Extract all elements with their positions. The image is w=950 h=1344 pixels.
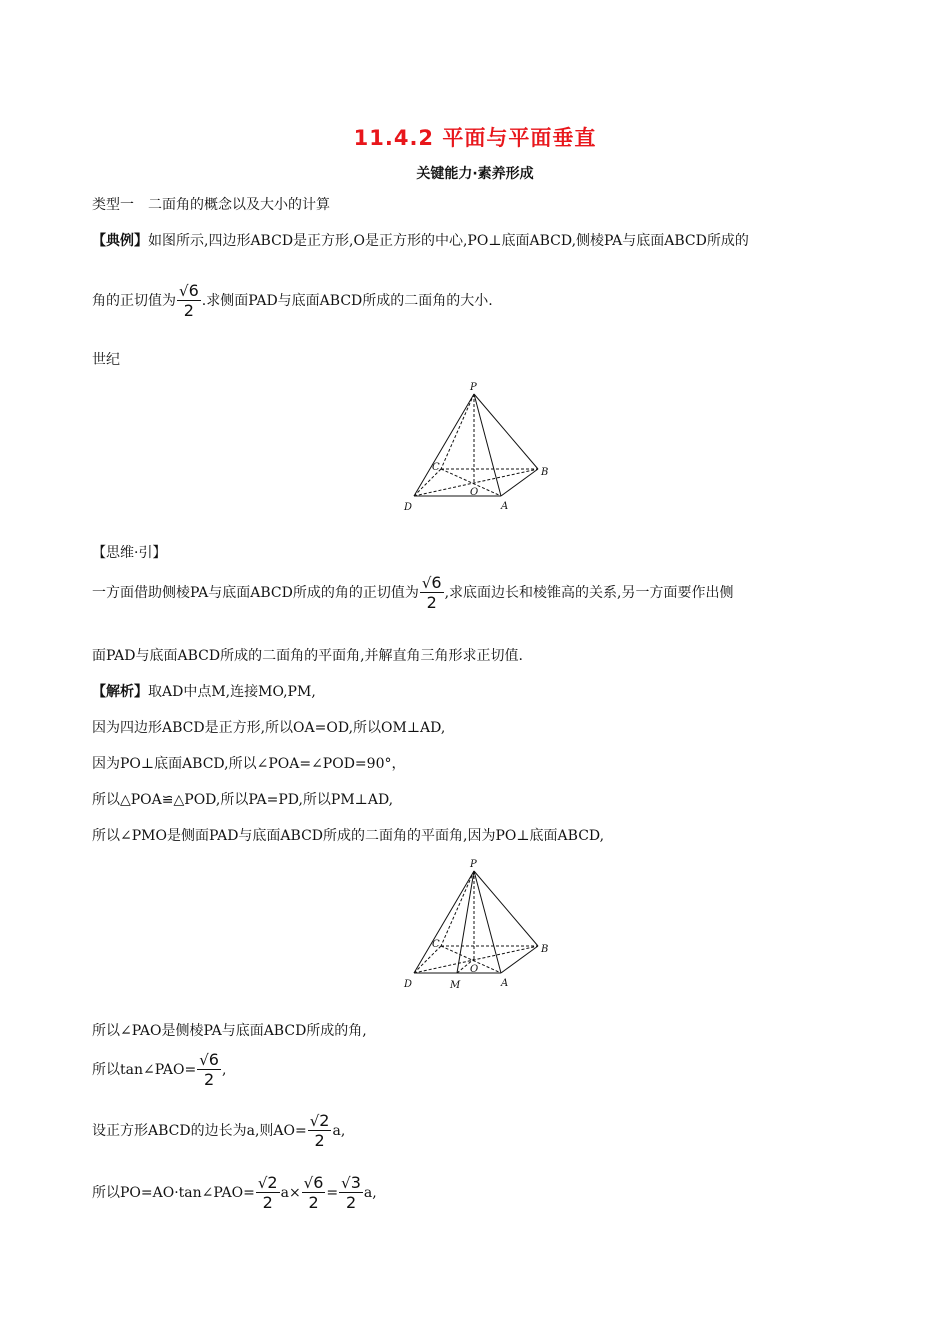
sqrt-icon: √ bbox=[257, 1174, 268, 1192]
solution-line-1: 【解析】取AD中点M,连接MO,PM, bbox=[92, 684, 316, 700]
sqrt-icon: √ bbox=[421, 574, 432, 592]
thinking-text-2: 面PAD与底面ABCD所成的二面角的平面角,并解直角三角形求正切值. bbox=[92, 648, 523, 664]
pyramid-figure-2 bbox=[396, 855, 556, 995]
solution-line-7: 所以tan∠PAO= $\frac{√6}{2}$ , bbox=[92, 1050, 227, 1089]
label-M: M bbox=[450, 980, 461, 991]
pyramid-figure-1 bbox=[396, 378, 556, 518]
label-A: A bbox=[501, 501, 509, 512]
label-D: D bbox=[404, 979, 413, 990]
thinking-text-1-pre: 一方面借助侧棱PA与底面ABCD所成的角的正切值为 bbox=[92, 585, 419, 601]
label-C: C bbox=[432, 939, 440, 950]
label-P: P bbox=[470, 859, 477, 870]
example-line-1 bbox=[92, 231, 749, 251]
edge-PD bbox=[414, 394, 474, 496]
example-text-2-post: .求侧面PAD与底面ABCD所成的二面角的大小. bbox=[201, 293, 493, 309]
sqrt-icon: √ bbox=[199, 1051, 209, 1069]
type-heading: 类型一 二面角的概念以及大小的计算 bbox=[92, 197, 330, 213]
solution-line-8: 设正方形ABCD的边长为a,则AO= $\frac{√2}{2}$ a, bbox=[92, 1111, 346, 1150]
sqrt-icon: √ bbox=[303, 1174, 314, 1192]
sqrt-icon: √ bbox=[179, 282, 189, 300]
solution-line-3: 因为PO⊥底面ABCD,所以∠POA=∠POD=90°， bbox=[92, 756, 406, 772]
fraction-sqrt2-over-2: $\frac{√2}{2}$ bbox=[257, 1173, 278, 1212]
fraction-sqrt3-over-2: $\frac{√3}{2}$ bbox=[341, 1173, 361, 1212]
sqrt-icon: √ bbox=[341, 1174, 351, 1192]
example-text-2-pre: 角的正切值为 bbox=[92, 293, 176, 309]
fraction-sqrt6-over-2: $\frac{√6}{2}$ bbox=[179, 281, 199, 320]
label-D: D bbox=[404, 502, 413, 513]
example-tag: 【典例】 bbox=[92, 233, 148, 249]
label-B: B bbox=[541, 467, 549, 478]
label-O: O bbox=[470, 964, 479, 975]
label-B: B bbox=[541, 944, 549, 955]
edge-PC bbox=[441, 394, 474, 469]
solution-line-5: 所以∠PMO是侧面PAD与底面ABCD所成的二面角的平面角,因为PO⊥底面ABCD, bbox=[92, 828, 605, 844]
example-extra: 世纪 bbox=[92, 352, 120, 368]
thinking-line-1 bbox=[92, 575, 734, 611]
label-P: P bbox=[470, 382, 477, 393]
thinking-tag: 【思维·引】 bbox=[92, 545, 167, 561]
solution-line-4: 所以△POA≌△POD,所以PA=PD,所以PM⊥AD, bbox=[92, 792, 394, 808]
solution-line-9: 所以PO=AO·tan∠PAO= $\frac{√2}{2}$ a× $\frac{√6}{2}$ = $\frac{√3}{2}$ a, bbox=[92, 1173, 377, 1212]
fraction-sqrt6-over-2: $\frac{√6}{2}$ bbox=[199, 1050, 219, 1089]
label-C: C bbox=[432, 462, 440, 473]
sqrt-icon: √ bbox=[309, 1112, 320, 1130]
label-A: A bbox=[501, 978, 509, 989]
fraction-sqrt2-over-2: $\frac{√2}{2}$ bbox=[309, 1111, 330, 1150]
solution-tag: 【解析】 bbox=[92, 684, 148, 700]
thinking-text-1-post: ,求底面边长和棱锥高的关系,另一方面要作出侧 bbox=[444, 585, 734, 601]
label-O: O bbox=[470, 487, 479, 498]
solution-line-6: 所以∠PAO是侧棱PA与底面ABCD所成的角, bbox=[92, 1023, 367, 1039]
section-subtitle: 关键能力·素养形成 bbox=[416, 166, 534, 182]
example-text-1: 如图所示,四边形ABCD是正方形,O是正方形的中心,PO⊥底面ABCD,侧棱PA与底面ABCD所成的 bbox=[148, 233, 749, 249]
fraction-sqrt6-over-2: $\frac{√6}{2}$ bbox=[303, 1173, 324, 1212]
solution-line-2: 因为四边形ABCD是正方形,所以OA=OD,所以OM⊥AD, bbox=[92, 720, 446, 736]
page-title: 11.4.2 平面与平面垂直 bbox=[353, 126, 597, 150]
fraction-sqrt6-over-2: $\frac{√6}{2}$ bbox=[421, 573, 442, 612]
example-line-2 bbox=[92, 283, 493, 319]
edge-PC bbox=[441, 871, 474, 946]
